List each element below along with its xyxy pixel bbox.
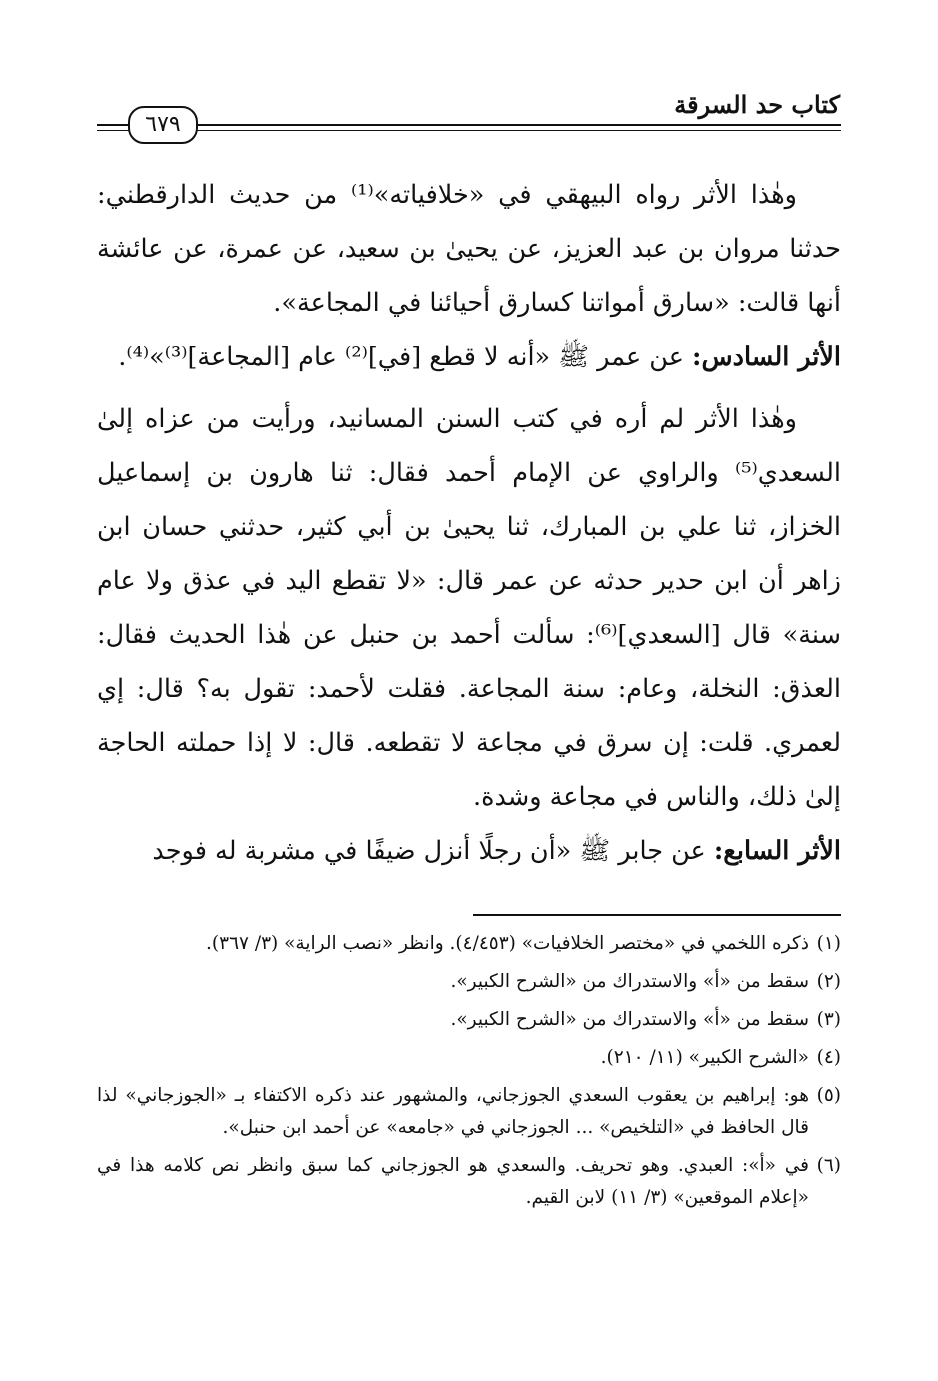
footnote-number: (٤) <box>816 1047 841 1068</box>
footnote-number: (٢) <box>816 971 841 992</box>
page-number: ٦٧٩ <box>128 106 198 144</box>
paragraph-1: وهٰذا الأثر رواه البيهقي في «خلافياته»⁽¹⁾ من حديث الدارقطني: حدثنا مروان بن عبد العزيز، عن يحيىٰ بن سعيد، عن عمرة، عن عائشة أنها قالت: «سارق أمواتنا كسارق أحيائنا في المجاعة». <box>97 180 841 318</box>
header-rule-thin <box>97 130 841 131</box>
footnotes <box>97 928 841 1220</box>
footnote-number: (١) <box>816 933 841 954</box>
paragraph-athar-6 <box>97 330 841 384</box>
footnote-text: هو: إبراهيم بن يعقوب السعدي الجوزجاني، والمشهور عند ذكره الاكتفاء بـ «الجوزجاني» لذا قال الحافظ في «التلخيص» ... الجوزجاني في «جامعه» عن أحمد ابن حنبل». <box>97 1085 809 1138</box>
footnote-text: سقط من «أ» والاستدراك من «الشرح الكبير». <box>450 1009 809 1030</box>
footnote-6 <box>97 1150 841 1214</box>
footnote-text: ذكره اللخمي في «مختصر الخلافيات» (٤/٤٥٣). وانظر «نصب الراية» (٣/ ٣٦٧). <box>206 933 809 954</box>
footnote-number: (٦) <box>816 1155 841 1176</box>
footnote-4 <box>97 1042 841 1074</box>
athar-7-label: الأثر السابع: <box>713 836 841 866</box>
footnote-5 <box>97 1080 841 1144</box>
athar-7-text: عن جابر ﷺ «أن رجلًا أنزل ضيفًا في مشربة له فوجد <box>152 836 706 866</box>
running-title: كتاب حد السرقة <box>674 90 840 119</box>
footnote-text: «الشرح الكبير» (١١/ ٢١٠). <box>600 1047 809 1068</box>
footnote-text: سقط من «أ» والاستدراك من «الشرح الكبير». <box>450 971 809 992</box>
footnote-2 <box>97 966 841 998</box>
athar-6-text: عن عمر ﷺ «أنه لا قطع [في]⁽²⁾ عام [المجاعة]⁽³⁾»⁽⁴⁾. <box>118 342 684 372</box>
footnote-number: (٥) <box>816 1085 841 1106</box>
footnote-number: (٣) <box>816 1009 841 1030</box>
footnote-1 <box>97 928 841 960</box>
paragraph-athar-7 <box>97 824 841 878</box>
footnote-text: في «أ»: العبدي. وهو تحريف. والسعدي هو الجوزجاني كما سبق وانظر نص كلامه هذا في «إعلام الموقعين» (٣/ ١١) لابن القيم. <box>97 1155 809 1208</box>
main-text <box>97 168 841 878</box>
header-rule <box>97 124 841 126</box>
footnote-separator <box>473 914 841 916</box>
paragraph-3: وهٰذا الأثر لم أره في كتب السنن المسانيد، ورأيت من عزاه إلىٰ السعدي⁽⁵⁾ والراوي عن الإمام أحمد فقال: ثنا هارون بن إسماعيل الخزاز، ثنا علي بن المبارك، ثنا يحيىٰ بن أبي كثير، حدثني حسان ابن زاهر أن ابن حدير حدثه عن عمر قال: «لا تقطع اليد في عذق ولا عام سنة» قال [السعدي]⁽⁶⁾: سألت أحمد بن حنبل عن هٰذا الحديث فقال: العذق: النخلة، وعام: سنة المجاعة. فقلت لأحمد: تقول به؟ قال: إي لعمري. قلت: إن سرق في مجاعة لا تقطعه. قال: لا إذا حملته الحاجة إلىٰ ذلك، والناس في مجاعة وشدة. <box>97 404 841 812</box>
footnote-3 <box>97 1004 841 1036</box>
athar-6-label: الأثر السادس: <box>692 342 841 372</box>
